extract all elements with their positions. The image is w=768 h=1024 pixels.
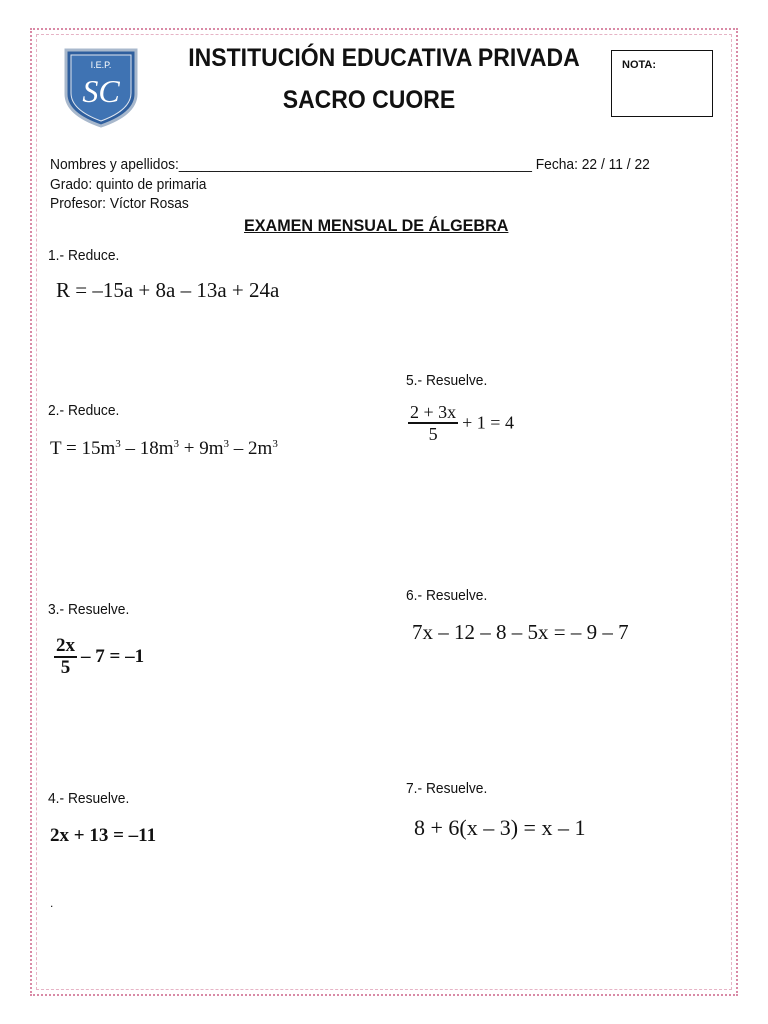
q5-tail: + 1 = 4 <box>462 412 514 433</box>
q2-term-3: + 9m <box>179 438 224 459</box>
stray-mark: . <box>50 896 54 910</box>
grade-box-label: NOTA: <box>622 59 657 71</box>
school-title-line1: INSTITUCIÓN EDUCATIVA PRIVADA <box>188 44 580 72</box>
q2-exp-2: 3 <box>173 438 180 450</box>
question-7-label: 7.- Resuelve. <box>406 780 488 797</box>
question-4-equation: 2x + 13 = –11 <box>50 825 157 846</box>
school-title-line2: SACRO CUORE <box>282 86 456 114</box>
question-7-equation: 8 + 6(x – 3) = x – 1 <box>414 815 586 840</box>
q3-tail: – 7 = –1 <box>81 646 145 667</box>
grade-box[interactable] <box>611 50 713 117</box>
question-5-label: 5.- Resuelve. <box>406 372 488 389</box>
q2-term-1: T = 15m <box>50 438 116 459</box>
q5-denominator: 5 <box>428 424 438 444</box>
q2-exp-1: 3 <box>115 438 121 450</box>
question-2-label: 2.- Reduce. <box>48 402 120 419</box>
school-logo <box>62 44 140 128</box>
question-6-equation: 7x – 12 – 8 – 5x = – 9 – 7 <box>412 620 629 644</box>
question-2-equation <box>50 438 278 460</box>
q3-fraction <box>54 636 77 678</box>
question-1-label: 1.- Reduce. <box>48 247 120 264</box>
question-3-equation <box>54 636 144 678</box>
q5-fraction <box>408 402 458 444</box>
question-6-label: 6.- Resuelve. <box>406 587 488 604</box>
q2-exp-4: 3 <box>272 438 278 450</box>
question-4-label: 4.- Resuelve. <box>48 790 130 807</box>
names-date-line[interactable]: Nombres y apellidos:______________________________________________ Fecha: 22 / 11 / 22 <box>50 156 650 173</box>
exam-title: EXAMEN MENSUAL DE ÁLGEBRA <box>244 216 509 235</box>
teacher-line: Profesor: Víctor Rosas <box>50 195 189 212</box>
question-1-equation: R = –15a + 8a – 13a + 24a <box>56 278 280 302</box>
q5-numerator: 2 + 3x <box>410 402 457 422</box>
grade-line: Grado: quinto de primaria <box>50 176 207 193</box>
question-3-label: 3.- Resuelve. <box>48 601 130 618</box>
q2-term-4: – 2m <box>229 438 273 459</box>
question-5-equation <box>408 402 514 444</box>
q3-denominator: 5 <box>60 657 71 678</box>
logo-text-main: SC <box>82 73 120 109</box>
q2-exp-3: 3 <box>223 438 230 450</box>
q2-term-2: – 18m <box>120 438 174 459</box>
logo-text-top: I.E.P. <box>90 60 112 70</box>
q3-numerator: 2x <box>56 635 75 656</box>
